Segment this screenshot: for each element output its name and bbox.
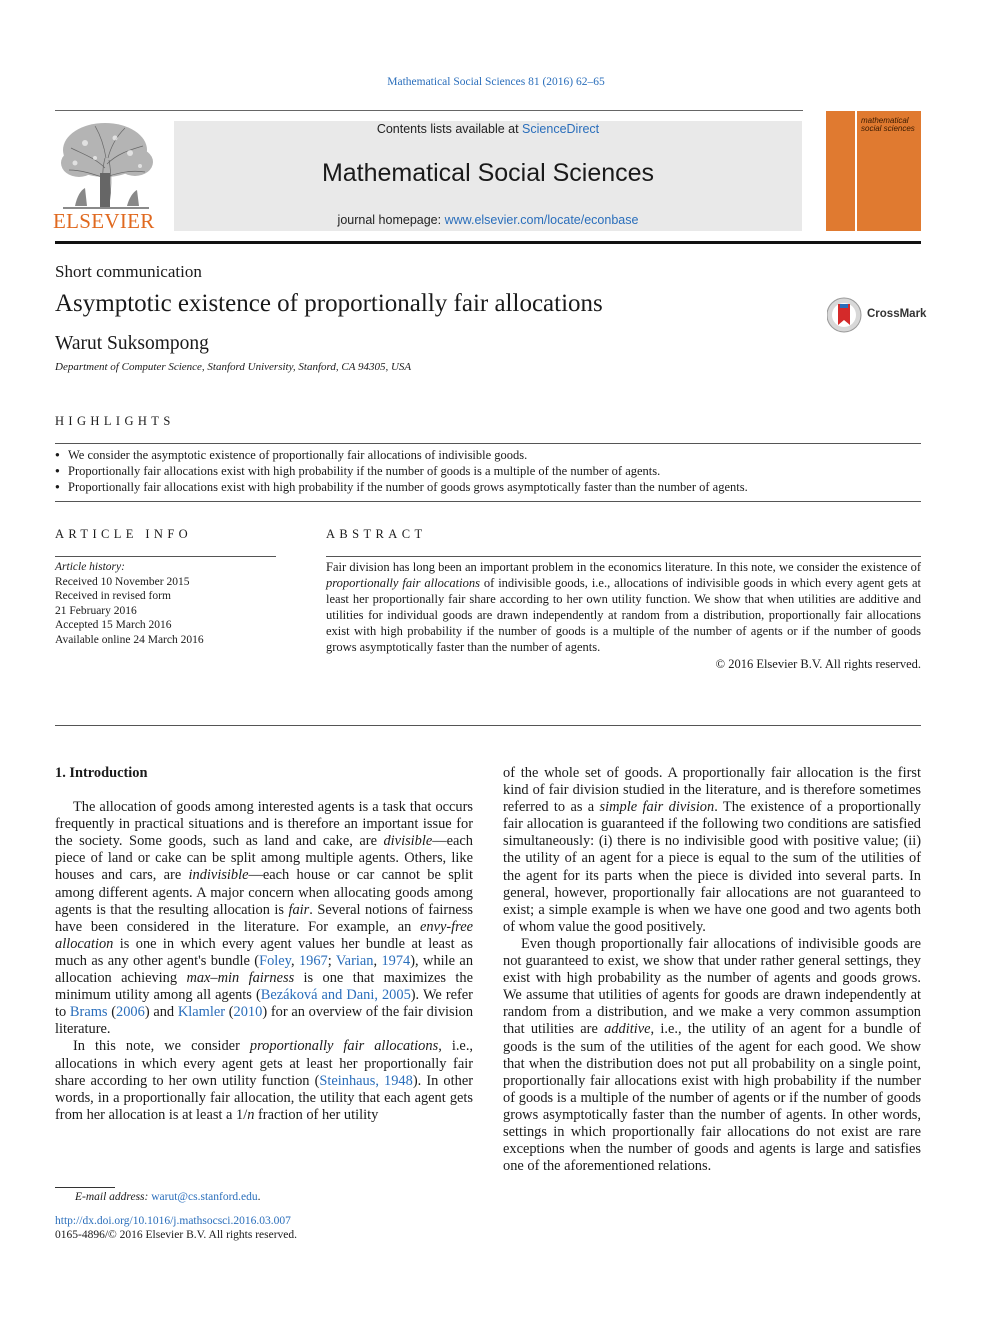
paragraph-3: Even though proportionally fair allocations of indivisible goods are not guaranteed to exist, we show that under rather general settings, they exist with high probability as the number of agents and goods grows. We assume that utilities of agents for goods are drawn independently at random from a distribution, and we make a very common assumption that utilities are additive, i.e., the utility of an agent for a bundle of goods is the sum of the utilities of the agent for each good. We show that when the distribution does not put all probability on a single point, proportionally fair allocations exist with high probability if the number of goods is a multiple of the number of agents or if the number of goods grows asymptotically faster than the number of agents. In other words, settings in which proportionally fair allocations do not exist are rare exceptions when the number of goods and agents is large and satisfies one of the aforementioned relations. <box>503 935 921 1175</box>
ref-foley[interactable]: Foley <box>259 952 291 969</box>
highlights-list <box>55 447 921 495</box>
header-thick-rule <box>55 241 921 244</box>
abstract-text-part: Fair division has long been an important problem in the economics literature. In this note, we consider the existence of <box>326 560 921 574</box>
footnote-rule <box>55 1187 115 1188</box>
paragraph-2-emphasis: simple fair division <box>599 799 715 816</box>
crossmark-label[interactable]: CrossMark <box>867 308 927 320</box>
paragraph-2-text: . The existence of a proportionally fair allocation is guaranteed if the following two conditions are satisfied simultaneously: (i) there is no indivisible good with positive value; (ii) the utility of an agent for a piece is equal to the sum of the utilities of the agent for its parts when the piece is divided into several parts. In general, however, proportionally fair allocations are not guaranteed to exist; a simple example is when we have one good and two agents both of whom value the good positively. <box>503 799 921 935</box>
abstract-rule <box>326 556 921 557</box>
contents-prefix: Contents lists available at <box>376 122 523 136</box>
revised-date: 21 February 2016 <box>55 604 137 617</box>
journal-title: Mathematical Social Sciences <box>321 159 655 187</box>
header-rule <box>55 110 803 111</box>
ref-varian-year[interactable]: 1974 <box>381 952 411 969</box>
highlights-rule-top <box>55 443 921 444</box>
journal-cover-thumbnail[interactable] <box>826 111 921 231</box>
paragraph-2-continuation-start: fraction of her utility <box>254 1106 379 1123</box>
crossmark-icon[interactable] <box>827 296 867 334</box>
body-column-left <box>55 765 473 1124</box>
online-date: Available online 24 March 2016 <box>55 633 204 646</box>
abstract-emphasis: proportionally fair allocations <box>326 576 480 590</box>
article-history <box>55 560 280 647</box>
highlights-rule-bottom <box>55 501 921 502</box>
abstract-heading: ABSTRACT <box>326 527 427 541</box>
abstract-text <box>326 559 921 655</box>
ref-bezakova[interactable]: Bezáková and Dani, 2005 <box>260 987 411 1004</box>
contents-line <box>174 122 802 136</box>
ref-brams-year[interactable]: 2006 <box>116 1004 145 1021</box>
cover-spine <box>855 111 857 231</box>
paragraph-2-text: of the whole set of goods. A proportionally fair allocation is the first kind of fair division studied in the literature, and is therefore sometimes referred to as a <box>503 765 921 816</box>
doi-link[interactable]: http://dx.doi.org/10.1016/j.mathsocsci.2016.03.007 <box>55 1215 291 1227</box>
email-label: E-mail address: <box>75 1191 149 1203</box>
ref-brams[interactable]: Brams <box>69 1004 108 1021</box>
journal-citation[interactable]: Mathematical Social Sciences 81 (2016) 62–65 <box>387 76 605 88</box>
ref-klamler-year[interactable]: 2010 <box>233 1004 263 1021</box>
footnote-email <box>75 1191 261 1203</box>
homepage-prefix: journal homepage: <box>337 213 445 227</box>
ref-steinhaus[interactable]: Steinhaus, 1948 <box>319 1072 413 1089</box>
abstract-body <box>326 559 921 672</box>
abstract-copyright: © 2016 Elsevier B.V. All rights reserved. <box>715 657 921 671</box>
highlights-heading: HIGHLIGHTS <box>55 414 175 428</box>
ref-varian[interactable]: Varian <box>335 952 374 969</box>
elsevier-wordmark: ELSEVIER <box>53 209 155 233</box>
homepage-link[interactable]: www.elsevier.com/locate/econbase <box>444 213 639 227</box>
highlight-item: ● Proportionally fair allocations exist with high probability if the number of goods is a multiple of the number of agents. <box>55 463 921 479</box>
body-column-right <box>503 765 921 1175</box>
email-period: . <box>257 1191 261 1203</box>
article-type: Short communication <box>55 262 202 281</box>
highlight-item: ● Proportionally fair allocations exist with high probability if the number of goods grows asymptotically faster than the number of agents. <box>55 479 921 495</box>
issn-copyright: 0165-4896/© 2016 Elsevier B.V. All rights reserved. <box>55 1229 298 1241</box>
received-date: Received 10 November 2015 <box>55 575 190 588</box>
journal-banner <box>174 121 802 231</box>
author-name: Warut Suksompong <box>55 333 209 354</box>
history-label: Article history: <box>55 561 125 573</box>
article-info-heading: ARTICLE INFO <box>55 527 193 541</box>
revised-label: Received in revised form <box>55 590 171 602</box>
author-affiliation: Department of Computer Science, Stanford University, Stanford, CA 94305, USA <box>55 361 412 373</box>
paragraph-2: In this note, we consider proportionally fair allocations, i.e., allocations in which every agent gets at least her proportionally fair share according to her own utility function (Steinhaus, 1948). In other words, in a proportionally fair allocation, the utility that each agent gets from her allocation is at least a 1/n fraction of her utility <box>55 1038 474 1123</box>
homepage-line <box>174 213 802 227</box>
article-info-rule <box>55 556 276 557</box>
article-title: Asymptotic existence of proportionally fair allocations <box>55 290 603 317</box>
abstract-text-part: of indivisible goods, i.e., allocations of indivisible goods in which every agent gets at least her proportionally fair share according to her own utility function. We show that when utilities are additive and utilities for individual goods are drawn independently at random from a distribution, proportionally fair allocations exist with high probability if the number of goods is a multiple of the number of agents or if the number of goods grows asymptotically faster than the number of agents. <box>326 576 921 654</box>
section-divider <box>55 725 921 726</box>
section-title: 1. Introduction <box>55 765 148 781</box>
paragraph-1: The allocation of goods among interested agents is a task that occurs frequently in practical situations and is therefore an important issue for the society. Some goods, such as land and cake, are divisible—each piece of land or cake can be split among multiple agents. Others, like houses and cars, are indivisible—each house or car cannot be split among different agents. A major concern when allocating goods among agents is that the resulting allocation is fair. Several notions of fairness have been considered in the literature. For example, an envy-free allocation is one in which every agent values her bundle at least as much as any other agent's bundle (Foley, 1967; Varian, 1974), while an allocation achieving max–min fairness is one that maximizes the minimum utility among all agents (Bezáková and Dani, 2005). We refer to Brams (2006) and Klamler (2010) for an overview of the fair division literature. <box>55 799 474 1038</box>
accepted-date: Accepted 15 March 2016 <box>55 619 172 631</box>
ref-klamler[interactable]: Klamler <box>177 1004 225 1021</box>
cover-title: mathematical social sciences <box>861 116 915 133</box>
sciencedirect-link[interactable]: ScienceDirect <box>522 122 600 136</box>
highlight-item: ● We consider the asymptotic existence of proportionally fair allocations of indivisible goods. <box>55 447 921 463</box>
author-email-link[interactable]: warut@cs.stanford.edu <box>151 1191 258 1203</box>
ref-foley-year[interactable]: 1967 <box>298 952 328 969</box>
paragraph-2-continued <box>503 765 921 936</box>
